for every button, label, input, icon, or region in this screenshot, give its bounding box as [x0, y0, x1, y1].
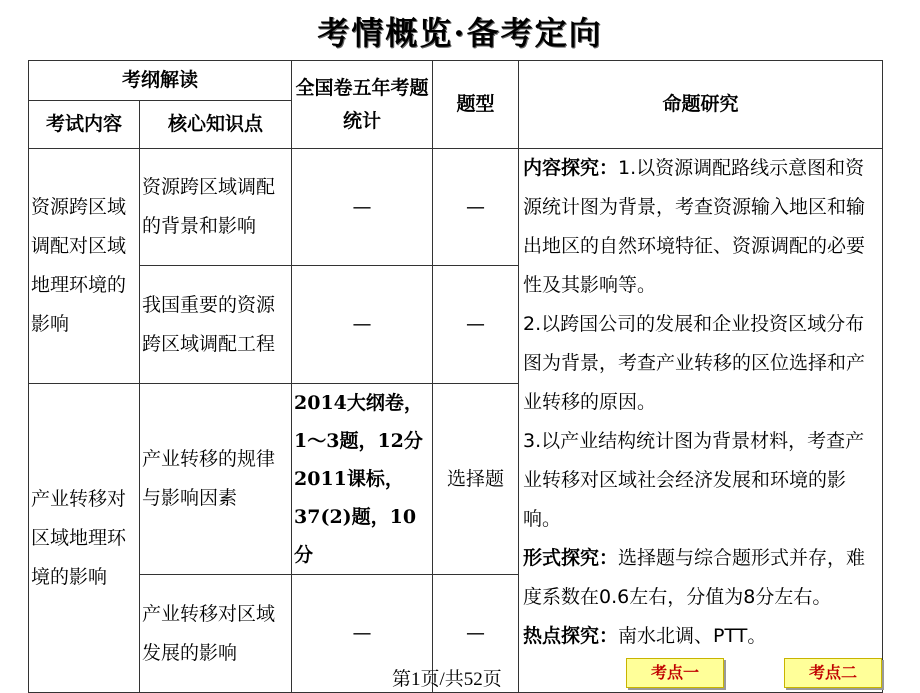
research-form-text: 选择题与综合题形式并存，难度系数在0.6左右，分值为8分左右。 — [523, 547, 866, 608]
stats-cell: — — [292, 575, 433, 693]
stats-line: 2011课标， — [294, 468, 404, 490]
header-type: 题型 — [433, 61, 519, 149]
research-cell — [519, 149, 883, 693]
exam-overview-table — [28, 60, 883, 693]
research-content-text: 1.以资源调配路线示意图和资源统计图为背景，考查资源输入地区和输出地区的自然环境特征、资源调配的必要性及其影响等。 — [523, 157, 866, 296]
type-cell: — — [433, 575, 519, 693]
page-title: 考情概览·备考定向 — [317, 14, 603, 52]
knowledge-cell: 产业转移的规律与影响因素 — [140, 384, 292, 575]
research-content-text-3: 3.以产业结构统计图为背景材料，考查产业转移对区域社会经济发展和环境的影响。 — [523, 430, 865, 530]
research-hot-label: 热点探究： — [523, 625, 619, 647]
type-cell: — — [433, 266, 519, 384]
header-outline: 考纲解读 — [29, 61, 292, 101]
page-indicator: 第1页/共52页 — [392, 669, 502, 690]
nav-button-point-one[interactable]: 考点一 — [626, 658, 724, 688]
stats-cell: — — [292, 149, 433, 266]
knowledge-cell: 我国重要的资源跨区域调配工程 — [140, 266, 292, 384]
stats-line: 2014大纲卷， — [294, 392, 423, 414]
stats-cell-exam-list — [292, 384, 433, 575]
header-content: 考试内容 — [29, 101, 140, 149]
research-hot-text: 南水北调、PTT。 — [618, 625, 767, 647]
type-cell: — — [433, 149, 519, 266]
header-stats: 全国卷五年考题统计 — [292, 61, 433, 149]
stats-line: 1～3题，12分 — [294, 430, 423, 452]
research-form-label: 形式探究： — [523, 547, 619, 569]
knowledge-cell: 资源跨区域调配的背景和影响 — [140, 149, 292, 266]
research-content-text-2: 2.以跨国公司的发展和企业投资区域分布图为背景，考查产业转移的区位选择和产业转移的原因。 — [523, 313, 866, 413]
stats-cell: — — [292, 266, 433, 384]
header-knowledge: 核心知识点 — [140, 101, 292, 149]
knowledge-cell: 产业转移对区域发展的影响 — [140, 575, 292, 693]
stats-line: 37(2)题，10分 — [294, 506, 417, 566]
research-content-label: 内容探究： — [523, 157, 619, 179]
content-cell-resource: 资源跨区域调配对区域地理环境的影响 — [29, 149, 140, 384]
type-cell: 选择题 — [433, 384, 519, 575]
header-research: 命题研究 — [519, 61, 883, 149]
content-cell-industry: 产业转移对区域地理环境的影响 — [29, 384, 140, 693]
nav-button-point-two[interactable]: 考点二 — [784, 658, 882, 688]
